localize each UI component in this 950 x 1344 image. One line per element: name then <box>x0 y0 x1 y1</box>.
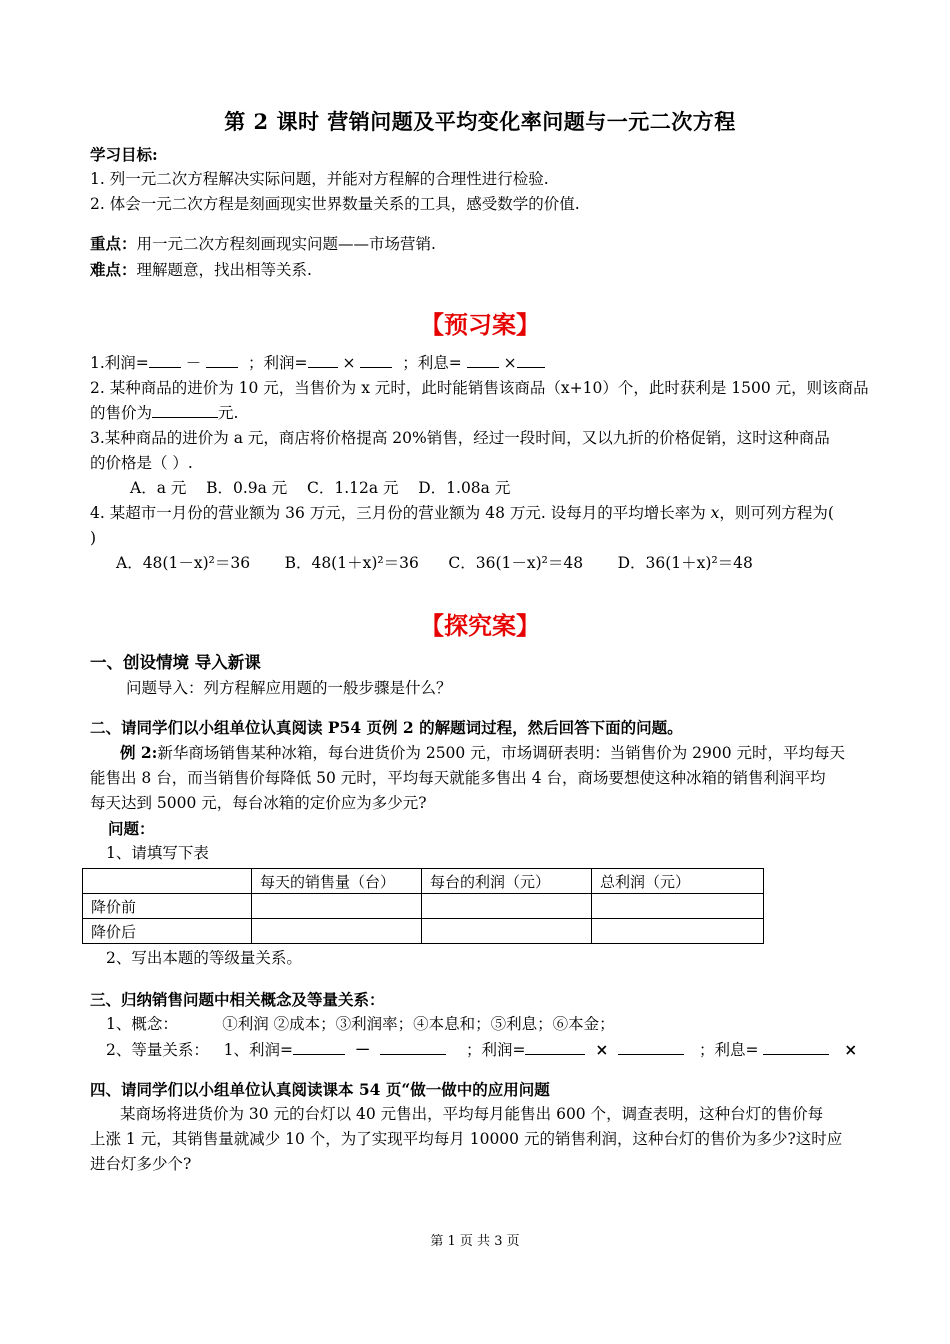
q1-times-b: × <box>503 354 517 372</box>
table-row <box>83 919 764 944</box>
table-row-label: 降价后 <box>83 919 252 944</box>
section-1-title: 一、创设情境 导入新课 <box>90 653 261 672</box>
preview-q4-cont: ) <box>90 529 97 547</box>
goal-item-1: 1. 列一元二次方程解决实际问题，并能对方程解的合理性进行检验. <box>90 170 549 188</box>
answer-blank[interactable] <box>206 351 238 368</box>
page-title: 第 2 课时 营销问题及平均变化率问题与一元二次方程 <box>224 109 736 134</box>
q4-option-d: D．36(1＋x)²＝48 <box>617 554 753 572</box>
preview-q2: 2. 某种商品的进价为 10 元，当售价为 x 元时，此时能销售该商品（x+10）个，此时获利是 1500 元，则该商品 <box>90 379 869 397</box>
table-header-cell: 每台的利润（元） <box>422 869 592 894</box>
equation-line <box>90 1037 870 1063</box>
question-2: 2、写出本题的等级量关系。 <box>106 949 302 967</box>
table-cell[interactable] <box>422 894 592 919</box>
focus-text: 用一元二次方程刻画现实问题——市场营销. <box>136 235 436 253</box>
example-text-1: 新华商场销售某种冰箱，每台进货价为 2500 元，市场调研表明：当销售价为 2900 元时，平均每天 <box>157 744 846 762</box>
problem-line-1: 某商场将进货价为 30 元的台灯以 40 元售出，平均每月能售出 600 个，调查表明，这种台灯的售价每 <box>120 1105 824 1123</box>
question-label: 问题： <box>108 819 155 838</box>
table-cell[interactable] <box>592 894 764 919</box>
q4-text-a: 4. 某超市一月份的营业额为 36 万元，三月份的营业额为 48 万元. 设每月的平均增长率为 <box>90 504 711 522</box>
difficulty-line <box>90 257 870 283</box>
concept-line <box>90 1012 870 1037</box>
table-header-cell <box>83 869 252 894</box>
preview-q4 <box>90 501 870 526</box>
answer-blank[interactable] <box>467 351 499 368</box>
q2-cont-a: 的售价为 <box>90 404 153 422</box>
preview-q3-cont: 的价格是（ ）. <box>90 454 193 472</box>
preview-q3: 3.某种商品的进价为 a 元，商店将价格提高 20%销售，经过一段时间，又以九折的价格促销，这时这种商品 <box>90 429 830 447</box>
equation-text-b: ；利润= <box>465 1041 526 1059</box>
example-label: 例 2: <box>120 743 158 762</box>
example-line-3: 每天达到 5000 元，每台冰箱的定价应为多少元? <box>90 794 427 812</box>
concept-text: ①利润 ②成本；③利润率；④本息和；⑤利息；⑥本金； <box>222 1015 615 1033</box>
question-1: 1、请填写下表 <box>106 844 209 862</box>
example-line-1 <box>90 740 870 766</box>
difficulty-text: 理解题意，找出相等关系. <box>136 261 312 279</box>
preview-q1 <box>90 351 870 376</box>
q2-cont-b: 元. <box>218 404 239 422</box>
table-cell[interactable] <box>252 894 422 919</box>
section-3-title: 三、归纳销售问题中相关概念及等量关系： <box>90 990 385 1009</box>
equation-times-a: × <box>595 1040 609 1059</box>
table-row-label: 降价前 <box>83 894 252 919</box>
difficulty-label: 难点： <box>90 260 137 279</box>
example-line-2: 能售出 8 台，而当销售价每降低 50 元时，平均每天就能多售出 4 台，商场要想使这种冰箱的销售利润平均 <box>90 769 826 787</box>
q1-text-a: 1.利润= <box>90 354 149 372</box>
answer-blank[interactable] <box>149 351 181 368</box>
q4-var: x <box>710 504 720 522</box>
q1-times-a: × <box>342 354 356 372</box>
explore-heading: 【探究案】 <box>420 611 540 640</box>
table-row <box>83 894 764 919</box>
preview-heading: 【预习案】 <box>420 310 540 339</box>
equation-label: 2、等量关系： <box>106 1041 209 1059</box>
preview-q2-cont <box>90 401 870 426</box>
preview-q4-options <box>90 551 870 576</box>
equation-text-c: ；利息= <box>698 1041 759 1059</box>
answer-blank[interactable] <box>618 1038 684 1055</box>
goals-label: 学习目标: <box>90 145 158 164</box>
equation-minus: － <box>354 1040 371 1059</box>
concept-label: 1、概念： <box>106 1015 178 1033</box>
problem-line-3: 进台灯多少个? <box>90 1155 192 1173</box>
answer-blank[interactable] <box>517 351 545 368</box>
focus-label: 重点： <box>90 234 137 253</box>
answer-blank[interactable] <box>293 1038 345 1055</box>
section-4-title: 四、请同学们以小组单位认真阅读课本 54 页“做一做中的应用问题 <box>90 1080 550 1099</box>
table-cell[interactable] <box>252 919 422 944</box>
q1-minus: － <box>185 354 202 372</box>
table-header-row <box>83 869 764 894</box>
answer-blank[interactable] <box>380 1038 446 1055</box>
q4-option-b: B．48(1＋x)²＝36 <box>284 554 419 572</box>
q4-option-a: A．48(1－x)²＝36 <box>116 554 251 572</box>
answer-blank[interactable] <box>763 1038 829 1055</box>
q1-text-c: ；利息= <box>402 354 462 372</box>
q1-text-b: ；利润= <box>248 354 308 372</box>
table-cell[interactable] <box>422 919 592 944</box>
table-header-cell: 总利润（元） <box>592 869 764 894</box>
focus-line <box>90 231 870 257</box>
problem-line-2: 上涨 1 元，其销售量就减少 10 个，为了实现平均每月 10000 元的销售利润，这种台灯的售价为多少?这时应 <box>90 1130 843 1148</box>
q4-text-b: ，则可列方程为( <box>719 504 834 522</box>
equation-times-b: × <box>844 1040 858 1059</box>
answer-blank[interactable] <box>308 351 338 368</box>
section-1-text: 问题导入：列方程解应用题的一般步骤是什么？ <box>126 679 452 697</box>
sales-table <box>82 868 764 944</box>
table-cell[interactable] <box>592 919 764 944</box>
section-2-title: 二、请同学们以小组单位认真阅读 P54 页例 2 的解题词过程，然后回答下面的问题。 <box>90 718 683 737</box>
goal-item-2: 2. 体会一元二次方程是刻画现实世界数量关系的工具，感受数学的价值. <box>90 195 580 213</box>
page-footer: 第 1 页 共 3 页 <box>430 1234 520 1249</box>
document-page <box>90 100 870 1177</box>
table-header-cell: 每天的销售量（台） <box>252 869 422 894</box>
equation-text-a: 1、利润= <box>223 1041 294 1059</box>
answer-blank[interactable] <box>525 1038 585 1055</box>
answer-blank[interactable] <box>360 351 392 368</box>
preview-q3-options: A．a 元 B．0.9a 元 C．1.12a 元 D．1.08a 元 <box>130 479 511 497</box>
answer-blank[interactable] <box>152 401 218 418</box>
q4-option-c: C．36(1－x)²＝48 <box>448 554 584 572</box>
